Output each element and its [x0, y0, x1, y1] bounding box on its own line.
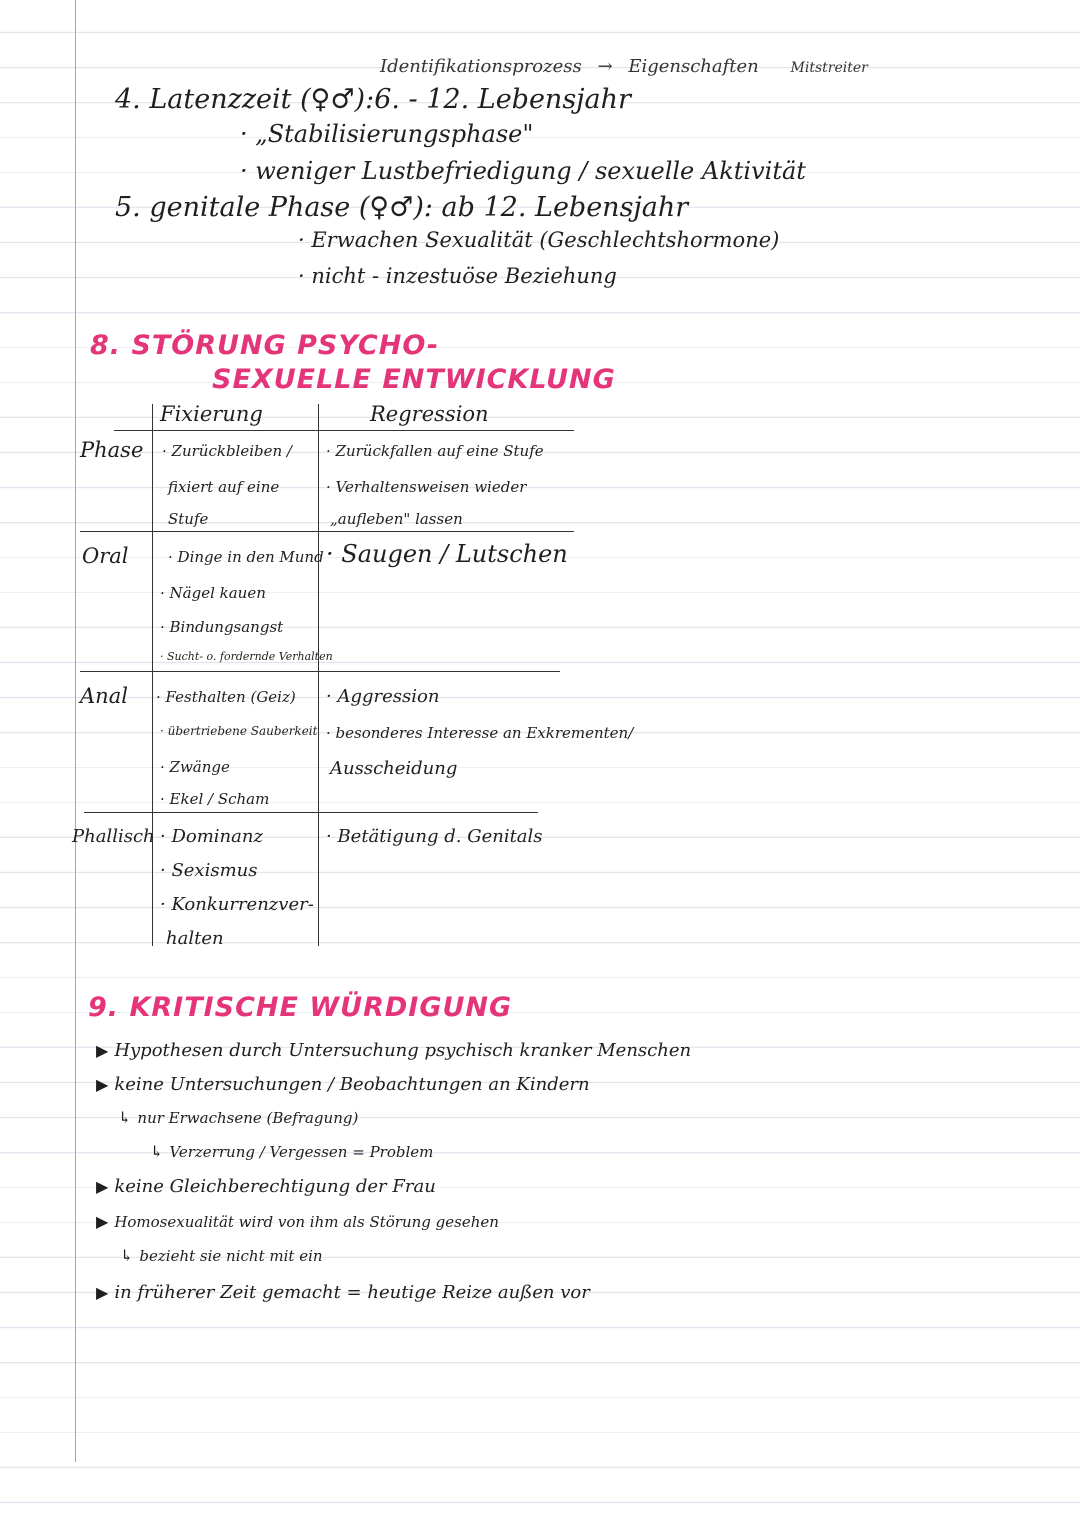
table-row-rule — [84, 812, 538, 813]
critique-bullet: ▶ in früherer Zeit gemacht = heutige Reize außen vor — [96, 1282, 590, 1303]
table-cell-fixation: · Sucht- o. fordernde Verhalten — [160, 650, 333, 663]
row-label-phallisch: Phallisch — [72, 826, 155, 847]
table-cell-fixation: · Sexismus — [160, 860, 258, 881]
table-vertical-rule-left — [152, 404, 153, 946]
return-arrow-icon: ↳ — [118, 1108, 132, 1127]
triangle-bullet-icon: ▶ — [96, 1041, 109, 1060]
triangle-bullet-icon: ▶ — [96, 1075, 109, 1094]
genital-title: 5. genitale Phase (♀♂): ab 12. Lebensjahr — [115, 192, 689, 223]
header-fragment-tail: Mitstreiter — [790, 60, 868, 76]
table-cell-regression: · Verhaltensweisen wieder — [326, 478, 527, 496]
header-fragment-left: Identifikationsprozess — [380, 56, 582, 77]
table-cell-regression: · Aggression — [326, 686, 440, 707]
table-row-rule — [80, 671, 560, 672]
latency-title: 4. Latenzzeit (♀♂):6. - 12. Lebensjahr — [115, 84, 631, 115]
table-cell-fixation: · Zurückbleiben / — [162, 442, 292, 460]
critique-subpoint: ↳ Verzerrung / Vergessen = Problem — [150, 1142, 434, 1161]
table-cell-regression: · Zurückfallen auf eine Stufe — [326, 442, 544, 460]
table-cell-regression: · besonderes Interesse an Exkrementen/ — [326, 724, 634, 742]
table-cell-fixation: · Bindungsangst — [160, 618, 284, 636]
table-cell-fixation: · übertriebene Sauberkeit — [160, 724, 318, 738]
header-fragment — [380, 56, 868, 77]
latency-item: · weniger Lustbefriedigung / sexuelle Aktivität — [240, 157, 806, 185]
table-cell-fixation: fixiert auf eine — [168, 478, 280, 496]
table-vertical-rule-mid — [318, 404, 319, 946]
critique-subpoint: ↳ bezieht sie nicht mit ein — [120, 1246, 323, 1265]
table-cell-fixation: · Festhalten (Geiz) — [156, 688, 296, 706]
table-cell-fixation: · Dinge in den Mund — [168, 548, 324, 566]
triangle-bullet-icon: ▶ — [96, 1212, 109, 1231]
table-cell-regression: „aufleben" lassen — [330, 510, 463, 528]
section8-heading-line1: 8. STÖRUNG PSYCHO- — [90, 330, 440, 361]
critique-subpoint: ↳ nur Erwachsene (Befragung) — [118, 1108, 359, 1127]
section8-heading-line2: SEXUELLE ENTWICKLUNG — [212, 364, 616, 395]
table-header-rule — [114, 430, 574, 431]
row-label-oral: Oral — [82, 544, 129, 568]
column-header-regression: Regression — [370, 402, 489, 426]
column-header-fixierung: Fixierung — [160, 402, 263, 426]
table-cell-fixation: · Zwänge — [160, 758, 230, 776]
genital-item: · nicht - inzestuöse Beziehung — [298, 264, 617, 288]
table-row-rule — [80, 531, 574, 532]
table-cell-fixation: · Dominanz — [160, 826, 263, 847]
return-arrow-icon: ↳ — [120, 1246, 134, 1265]
header-arrow: → — [597, 56, 613, 77]
triangle-bullet-icon: ▶ — [96, 1283, 109, 1302]
table-cell-fixation: · Konkurrenzver- — [160, 894, 314, 915]
latency-item: · „Stabilisierungsphase" — [240, 120, 534, 148]
critique-bullet: ▶ keine Untersuchungen / Beobachtungen an Kindern — [96, 1074, 590, 1095]
triangle-bullet-icon: ▶ — [96, 1177, 109, 1196]
critique-bullet: ▶ Hypothesen durch Untersuchung psychisch kranker Menschen — [96, 1040, 692, 1061]
row-label-phase: Phase — [80, 438, 144, 462]
notebook-margin-line — [75, 0, 76, 1462]
genital-item: · Erwachen Sexualität (Geschlechtshormone) — [298, 228, 780, 252]
table-cell-fixation: · Nägel kauen — [160, 584, 266, 602]
table-cell-fixation: Stufe — [168, 510, 209, 528]
header-fragment-right: Eigenschaften — [628, 56, 759, 77]
section9-heading: 9. KRITISCHE WÜRDIGUNG — [88, 992, 513, 1023]
critique-bullet: ▶ Homosexualität wird von ihm als Störung gesehen — [96, 1212, 499, 1231]
row-label-anal: Anal — [80, 684, 128, 708]
critique-bullet: ▶ keine Gleichberechtigung der Frau — [96, 1176, 436, 1197]
table-cell-fixation: halten — [166, 928, 224, 949]
table-cell-fixation: · Ekel / Scham — [160, 790, 270, 808]
table-cell-regression: Ausscheidung — [330, 758, 458, 779]
table-cell-regression: · Betätigung d. Genitals — [326, 826, 543, 847]
table-cell-regression: · Saugen / Lutschen — [326, 540, 568, 568]
return-arrow-icon: ↳ — [150, 1142, 164, 1161]
